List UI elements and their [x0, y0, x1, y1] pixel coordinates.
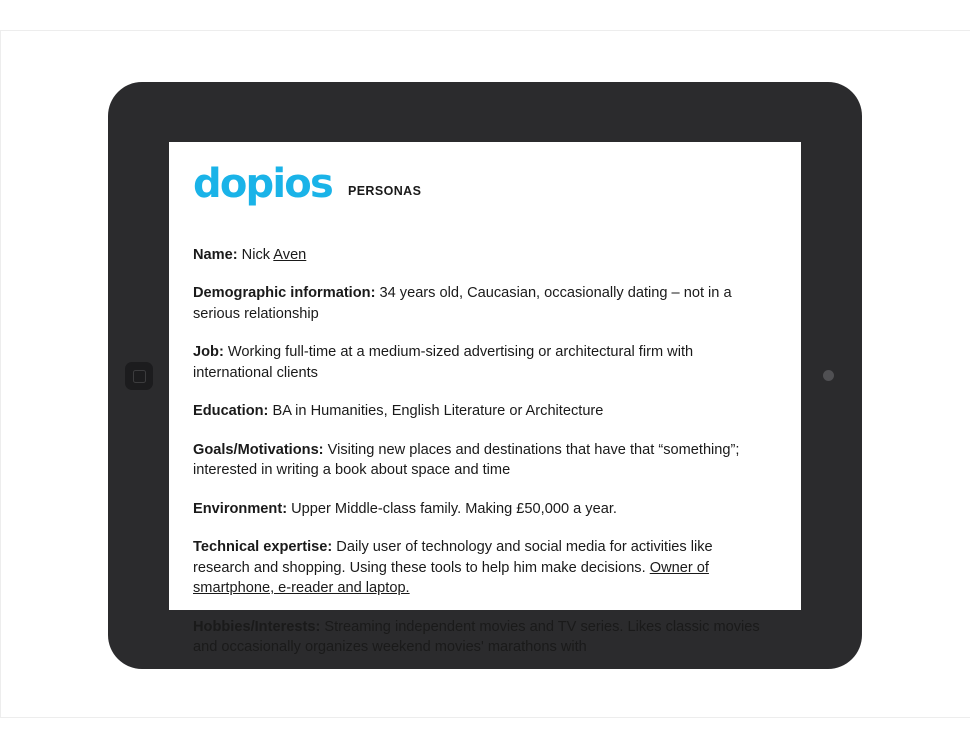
tablet-screen	[169, 142, 801, 656]
field-hobbies-interests-value: Streaming independent movies and TV series. Likes classic movies and occasionally organizes weekend movies' marathons with	[193, 618, 760, 656]
slide-border-top	[0, 30, 970, 31]
home-button[interactable]	[125, 362, 153, 390]
field-technical-expertise-label: Technical expertise:	[193, 539, 333, 556]
field-technical-expertise-value: Daily user of technology and social media for activities like research and shopping. Using these tools to help him make decisions.	[193, 539, 713, 576]
field-name-label: Name:	[193, 246, 238, 263]
field-education-label: Education:	[193, 403, 269, 420]
field-demographic-information-label: Demographic information:	[193, 285, 376, 302]
field-name-value-underlined: Aven	[273, 246, 307, 263]
field-goals-motivations	[193, 440, 771, 481]
field-technical-expertise-value-underlined: Owner of smartphone, e-reader and laptop.	[193, 559, 709, 597]
field-demographic-information	[193, 283, 771, 324]
field-name	[193, 245, 771, 266]
field-demographic-information-value: 34 years old, Caucasian, occasionally dating – not in a serious relationship	[193, 285, 732, 322]
field-education	[193, 401, 771, 422]
home-button-icon	[133, 370, 146, 383]
slide-border-bottom	[0, 717, 970, 718]
field-hobbies-interests-label: Hobbies/Interests:	[193, 618, 321, 635]
field-technical-expertise	[193, 537, 771, 599]
dopios-logo: dopios	[193, 161, 332, 207]
field-environment	[193, 499, 771, 520]
field-environment-label: Environment:	[193, 500, 288, 517]
document-body	[169, 204, 801, 658]
document-header	[169, 142, 801, 207]
field-hobbies-interests	[193, 617, 771, 658]
front-camera-icon	[823, 370, 834, 381]
tablet-device	[108, 82, 862, 669]
field-education-value: BA in Humanities, English Literature or Architecture	[268, 403, 604, 420]
field-job-value: Working full-time at a medium-sized advertising or architectural firm with international clients	[193, 344, 694, 381]
field-name-value: Nick	[237, 246, 274, 263]
field-environment-value: Upper Middle-class family. Making £50,000 a year.	[287, 500, 617, 517]
persona-document	[169, 142, 801, 676]
slide-border-left	[0, 30, 1, 718]
document-header-label: PERSONAS	[347, 184, 422, 198]
field-goals-motivations-label: Goals/Motivations:	[193, 441, 324, 458]
field-goals-motivations-value: Visiting new places and destinations that have that “something”; interested in writing a book about space and time	[193, 441, 740, 479]
field-job	[193, 342, 771, 383]
field-job-label: Job:	[193, 344, 224, 361]
